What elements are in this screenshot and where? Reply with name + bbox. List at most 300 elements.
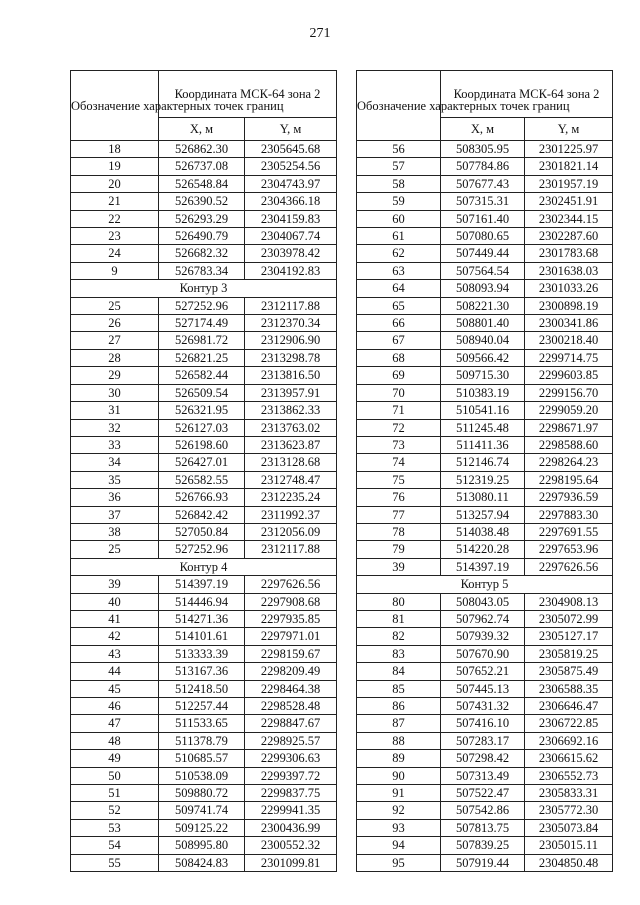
table-row — [71, 628, 337, 645]
table-row — [357, 680, 613, 697]
y-coordinate: 2301638.03 — [525, 262, 613, 279]
table-row — [71, 384, 337, 401]
table-row — [357, 454, 613, 471]
x-coordinate: 526862.30 — [159, 141, 245, 158]
point-number: 71 — [357, 402, 441, 419]
x-coordinate: 526390.52 — [159, 193, 245, 210]
point-number: 21 — [71, 193, 159, 210]
table-row — [71, 610, 337, 627]
coordinates-table-right — [356, 70, 613, 872]
x-coordinate: 527252.96 — [159, 297, 245, 314]
table-row — [71, 245, 337, 262]
x-coordinate: 507283.17 — [441, 732, 525, 749]
y-coordinate: 2299603.85 — [525, 367, 613, 384]
point-number: 94 — [357, 837, 441, 854]
point-number: 24 — [71, 245, 159, 262]
point-number: 90 — [357, 767, 441, 784]
x-coordinate: 513167.36 — [159, 663, 245, 680]
table-row — [71, 158, 337, 175]
x-coordinate: 507298.42 — [441, 750, 525, 767]
point-number: 78 — [357, 523, 441, 540]
contour-row — [71, 558, 337, 575]
y-coordinate: 2299714.75 — [525, 349, 613, 366]
table-row — [357, 141, 613, 158]
x-coordinate: 526490.79 — [159, 228, 245, 245]
table-row — [71, 228, 337, 245]
y-coordinate: 2299397.72 — [245, 767, 337, 784]
table-row — [71, 419, 337, 436]
y-coordinate: 2305127.17 — [525, 628, 613, 645]
table-row — [357, 158, 613, 175]
point-number: 86 — [357, 698, 441, 715]
x-coordinate: 509125.22 — [159, 819, 245, 836]
y-coordinate: 2302344.15 — [525, 210, 613, 227]
x-coordinate: 514397.19 — [159, 576, 245, 593]
point-number: 9 — [71, 262, 159, 279]
point-number: 50 — [71, 767, 159, 784]
x-coordinate: 507962.74 — [441, 610, 525, 627]
point-number: 44 — [71, 663, 159, 680]
y-coordinate: 2311992.37 — [245, 506, 337, 523]
point-number: 84 — [357, 663, 441, 680]
table-row — [71, 436, 337, 453]
point-number: 92 — [357, 802, 441, 819]
point-number: 59 — [357, 193, 441, 210]
table-row — [357, 506, 613, 523]
point-number: 77 — [357, 506, 441, 523]
y-coordinate: 2312370.34 — [245, 315, 337, 332]
x-coordinate: 511533.65 — [159, 715, 245, 732]
x-coordinate: 507315.31 — [441, 193, 525, 210]
table-row — [71, 767, 337, 784]
x-coordinate: 526427.01 — [159, 454, 245, 471]
coordinates-table-left — [70, 70, 337, 872]
point-number: 38 — [71, 523, 159, 540]
x-coordinate: 508093.94 — [441, 280, 525, 297]
table-row — [71, 402, 337, 419]
table-row — [71, 193, 337, 210]
y-coordinate: 2301821.14 — [525, 158, 613, 175]
y-coordinate: 2297653.96 — [525, 541, 613, 558]
x-coordinate: 527050.84 — [159, 523, 245, 540]
point-number: 69 — [357, 367, 441, 384]
header-x: X, м — [159, 118, 245, 141]
y-coordinate: 2303978.42 — [245, 245, 337, 262]
point-number: 32 — [71, 419, 159, 436]
x-coordinate: 526766.93 — [159, 489, 245, 506]
point-number: 95 — [357, 854, 441, 871]
x-coordinate: 509880.72 — [159, 785, 245, 802]
y-coordinate: 2297883.30 — [525, 506, 613, 523]
table-row — [71, 698, 337, 715]
y-coordinate: 2298925.57 — [245, 732, 337, 749]
point-number: 51 — [71, 785, 159, 802]
x-coordinate: 514271.36 — [159, 610, 245, 627]
table-row — [71, 837, 337, 854]
point-number: 28 — [71, 349, 159, 366]
y-coordinate: 2300218.40 — [525, 332, 613, 349]
x-coordinate: 510538.09 — [159, 767, 245, 784]
x-coordinate: 512319.25 — [441, 471, 525, 488]
table-row — [71, 715, 337, 732]
y-coordinate: 2298195.64 — [525, 471, 613, 488]
point-number: 22 — [71, 210, 159, 227]
table-row — [71, 489, 337, 506]
header-point-label: Обозначение характерных точек границ — [71, 71, 159, 141]
point-number: 75 — [357, 471, 441, 488]
page-number: 271 — [309, 26, 331, 41]
table-row — [357, 367, 613, 384]
header-point-label: Обозначение характерных точек границ — [357, 71, 441, 141]
table-row — [71, 576, 337, 593]
table-row — [71, 541, 337, 558]
point-number: 18 — [71, 141, 159, 158]
y-coordinate: 2298159.67 — [245, 645, 337, 662]
y-coordinate: 2302287.60 — [525, 228, 613, 245]
point-number: 43 — [71, 645, 159, 662]
x-coordinate: 508424.83 — [159, 854, 245, 871]
y-coordinate: 2305015.11 — [525, 837, 613, 854]
y-coordinate: 2301099.81 — [245, 854, 337, 871]
y-coordinate: 2297626.56 — [245, 576, 337, 593]
point-number: 83 — [357, 645, 441, 662]
point-number: 66 — [357, 315, 441, 332]
x-coordinate: 507161.40 — [441, 210, 525, 227]
table-row — [357, 854, 613, 871]
y-coordinate: 2313128.68 — [245, 454, 337, 471]
x-coordinate: 526737.08 — [159, 158, 245, 175]
point-number: 19 — [71, 158, 159, 175]
table-row — [71, 854, 337, 871]
table-row — [357, 610, 613, 627]
header-coord-system: Координата МСК-64 зона 2 — [441, 71, 613, 118]
point-number: 72 — [357, 419, 441, 436]
y-coordinate: 2297908.68 — [245, 593, 337, 610]
x-coordinate: 510383.19 — [441, 384, 525, 401]
y-coordinate: 2305254.56 — [245, 158, 337, 175]
y-coordinate: 2305645.68 — [245, 141, 337, 158]
point-number: 42 — [71, 628, 159, 645]
table-row — [357, 628, 613, 645]
x-coordinate: 526293.29 — [159, 210, 245, 227]
point-number: 36 — [71, 489, 159, 506]
table-row — [357, 175, 613, 192]
point-number: 39 — [357, 558, 441, 575]
table-row — [357, 558, 613, 575]
x-coordinate: 510541.16 — [441, 402, 525, 419]
x-coordinate: 526821.25 — [159, 349, 245, 366]
y-coordinate: 2299059.20 — [525, 402, 613, 419]
y-coordinate: 2304159.83 — [245, 210, 337, 227]
x-coordinate: 526127.03 — [159, 419, 245, 436]
x-coordinate: 507080.65 — [441, 228, 525, 245]
y-coordinate: 2306615.62 — [525, 750, 613, 767]
point-number: 23 — [71, 228, 159, 245]
x-coordinate: 508221.30 — [441, 297, 525, 314]
contour-row — [71, 280, 337, 297]
y-coordinate: 2298464.38 — [245, 680, 337, 697]
point-number: 20 — [71, 175, 159, 192]
table-row — [357, 297, 613, 314]
y-coordinate: 2306646.47 — [525, 698, 613, 715]
x-coordinate: 526198.60 — [159, 436, 245, 453]
table-row — [71, 663, 337, 680]
y-coordinate: 2298528.48 — [245, 698, 337, 715]
y-coordinate: 2297971.01 — [245, 628, 337, 645]
point-number: 61 — [357, 228, 441, 245]
point-number: 57 — [357, 158, 441, 175]
table-row — [71, 506, 337, 523]
y-coordinate: 2299837.75 — [245, 785, 337, 802]
header-y: Y, м — [245, 118, 337, 141]
x-coordinate: 526548.84 — [159, 175, 245, 192]
x-coordinate: 507839.25 — [441, 837, 525, 854]
point-number: 25 — [71, 297, 159, 314]
y-coordinate: 2302451.91 — [525, 193, 613, 210]
point-number: 39 — [71, 576, 159, 593]
table-row — [71, 315, 337, 332]
contour-label: Контур 4 — [71, 558, 337, 575]
table-row — [357, 210, 613, 227]
x-coordinate: 526509.54 — [159, 384, 245, 401]
contour-label: Контур 5 — [357, 576, 613, 593]
y-coordinate: 2313957.91 — [245, 384, 337, 401]
y-coordinate: 2301783.68 — [525, 245, 613, 262]
point-number: 33 — [71, 436, 159, 453]
point-number: 89 — [357, 750, 441, 767]
x-coordinate: 509741.74 — [159, 802, 245, 819]
y-coordinate: 2305875.49 — [525, 663, 613, 680]
x-coordinate: 526842.42 — [159, 506, 245, 523]
point-number: 62 — [357, 245, 441, 262]
x-coordinate: 514220.28 — [441, 541, 525, 558]
point-number: 85 — [357, 680, 441, 697]
point-number: 63 — [357, 262, 441, 279]
table-row — [357, 228, 613, 245]
x-coordinate: 526783.34 — [159, 262, 245, 279]
y-coordinate: 2306552.73 — [525, 767, 613, 784]
y-coordinate: 2300552.32 — [245, 837, 337, 854]
table-row — [357, 732, 613, 749]
table-row — [357, 436, 613, 453]
y-coordinate: 2312117.88 — [245, 297, 337, 314]
y-coordinate: 2297936.59 — [525, 489, 613, 506]
table-body-right — [357, 141, 613, 872]
table-row — [71, 802, 337, 819]
x-coordinate: 507449.44 — [441, 245, 525, 262]
x-coordinate: 514446.94 — [159, 593, 245, 610]
x-coordinate: 507313.49 — [441, 767, 525, 784]
table-row — [357, 332, 613, 349]
x-coordinate: 508305.95 — [441, 141, 525, 158]
table-row — [357, 767, 613, 784]
x-coordinate: 511378.79 — [159, 732, 245, 749]
x-coordinate: 507677.43 — [441, 175, 525, 192]
y-coordinate: 2300341.86 — [525, 315, 613, 332]
y-coordinate: 2304067.74 — [245, 228, 337, 245]
y-coordinate: 2300436.99 — [245, 819, 337, 836]
x-coordinate: 509566.42 — [441, 349, 525, 366]
point-number: 80 — [357, 593, 441, 610]
table-row — [357, 645, 613, 662]
table-row — [357, 315, 613, 332]
header-coord-system: Координата МСК-64 зона 2 — [159, 71, 337, 118]
y-coordinate: 2304743.97 — [245, 175, 337, 192]
point-number: 56 — [357, 141, 441, 158]
point-number: 35 — [71, 471, 159, 488]
point-number: 46 — [71, 698, 159, 715]
table-row — [71, 680, 337, 697]
x-coordinate: 507445.13 — [441, 680, 525, 697]
y-coordinate: 2304850.48 — [525, 854, 613, 871]
y-coordinate: 2306588.35 — [525, 680, 613, 697]
table-row — [357, 593, 613, 610]
table-row — [357, 280, 613, 297]
point-number: 40 — [71, 593, 159, 610]
x-coordinate: 507564.54 — [441, 262, 525, 279]
x-coordinate: 527174.49 — [159, 315, 245, 332]
table-body-left — [71, 141, 337, 872]
x-coordinate: 512146.74 — [441, 454, 525, 471]
table-row — [357, 471, 613, 488]
y-coordinate: 2297935.85 — [245, 610, 337, 627]
x-coordinate: 526981.72 — [159, 332, 245, 349]
x-coordinate: 509715.30 — [441, 367, 525, 384]
y-coordinate: 2313623.87 — [245, 436, 337, 453]
x-coordinate: 513333.39 — [159, 645, 245, 662]
x-coordinate: 526682.32 — [159, 245, 245, 262]
table-row — [357, 802, 613, 819]
y-coordinate: 2313816.50 — [245, 367, 337, 384]
point-number: 74 — [357, 454, 441, 471]
point-number: 27 — [71, 332, 159, 349]
y-coordinate: 2298588.60 — [525, 436, 613, 453]
point-number: 41 — [71, 610, 159, 627]
point-number: 68 — [357, 349, 441, 366]
x-coordinate: 514101.61 — [159, 628, 245, 645]
table-row — [357, 193, 613, 210]
y-coordinate: 2298671.97 — [525, 419, 613, 436]
x-coordinate: 507813.75 — [441, 819, 525, 836]
x-coordinate: 507784.86 — [441, 158, 525, 175]
x-coordinate: 507416.10 — [441, 715, 525, 732]
table-row — [71, 349, 337, 366]
table-row — [71, 332, 337, 349]
point-number: 34 — [71, 454, 159, 471]
x-coordinate: 512257.44 — [159, 698, 245, 715]
table-row — [357, 698, 613, 715]
point-number: 81 — [357, 610, 441, 627]
y-coordinate: 2305772.30 — [525, 802, 613, 819]
y-coordinate: 2304192.83 — [245, 262, 337, 279]
point-number: 29 — [71, 367, 159, 384]
x-coordinate: 514038.48 — [441, 523, 525, 540]
point-number: 88 — [357, 732, 441, 749]
header-y: Y, м — [525, 118, 613, 141]
contour-label: Контур 3 — [71, 280, 337, 297]
header-x: X, м — [441, 118, 525, 141]
table-row — [357, 384, 613, 401]
table-row — [71, 297, 337, 314]
y-coordinate: 2301225.97 — [525, 141, 613, 158]
y-coordinate: 2299156.70 — [525, 384, 613, 401]
point-number: 37 — [71, 506, 159, 523]
x-coordinate: 507939.32 — [441, 628, 525, 645]
point-number: 49 — [71, 750, 159, 767]
table-row — [71, 732, 337, 749]
table-row — [357, 541, 613, 558]
x-coordinate: 507652.21 — [441, 663, 525, 680]
table-row — [71, 141, 337, 158]
table-row — [71, 593, 337, 610]
point-number: 30 — [71, 384, 159, 401]
x-coordinate: 507522.47 — [441, 785, 525, 802]
point-number: 48 — [71, 732, 159, 749]
y-coordinate: 2298847.67 — [245, 715, 337, 732]
y-coordinate: 2298264.23 — [525, 454, 613, 471]
y-coordinate: 2312056.09 — [245, 523, 337, 540]
y-coordinate: 2306722.85 — [525, 715, 613, 732]
y-coordinate: 2305073.84 — [525, 819, 613, 836]
table-row — [71, 471, 337, 488]
point-number: 31 — [71, 402, 159, 419]
y-coordinate: 2299941.35 — [245, 802, 337, 819]
y-coordinate: 2297626.56 — [525, 558, 613, 575]
table-row — [357, 245, 613, 262]
point-number: 60 — [357, 210, 441, 227]
table-row — [357, 349, 613, 366]
table-row — [71, 262, 337, 279]
y-coordinate: 2312906.90 — [245, 332, 337, 349]
point-number: 91 — [357, 785, 441, 802]
x-coordinate: 513080.11 — [441, 489, 525, 506]
table-row — [357, 715, 613, 732]
point-number: 55 — [71, 854, 159, 871]
y-coordinate: 2301033.26 — [525, 280, 613, 297]
y-coordinate: 2300898.19 — [525, 297, 613, 314]
point-number: 53 — [71, 819, 159, 836]
y-coordinate: 2313862.33 — [245, 402, 337, 419]
y-coordinate: 2298209.49 — [245, 663, 337, 680]
x-coordinate: 507431.32 — [441, 698, 525, 715]
y-coordinate: 2304908.13 — [525, 593, 613, 610]
x-coordinate: 508801.40 — [441, 315, 525, 332]
y-coordinate: 2301957.19 — [525, 175, 613, 192]
y-coordinate: 2304366.18 — [245, 193, 337, 210]
point-number: 47 — [71, 715, 159, 732]
x-coordinate: 526321.95 — [159, 402, 245, 419]
x-coordinate: 508043.05 — [441, 593, 525, 610]
table-row — [71, 750, 337, 767]
table-row — [357, 419, 613, 436]
y-coordinate: 2305833.31 — [525, 785, 613, 802]
point-number: 26 — [71, 315, 159, 332]
x-coordinate: 510685.57 — [159, 750, 245, 767]
x-coordinate: 508995.80 — [159, 837, 245, 854]
y-coordinate: 2312235.24 — [245, 489, 337, 506]
y-coordinate: 2313763.02 — [245, 419, 337, 436]
point-number: 52 — [71, 802, 159, 819]
x-coordinate: 526582.44 — [159, 367, 245, 384]
x-coordinate: 514397.19 — [441, 558, 525, 575]
x-coordinate: 507670.90 — [441, 645, 525, 662]
y-coordinate: 2305072.99 — [525, 610, 613, 627]
table-row — [357, 489, 613, 506]
y-coordinate: 2312117.88 — [245, 541, 337, 558]
table-row — [357, 837, 613, 854]
table-row — [71, 819, 337, 836]
contour-row — [357, 576, 613, 593]
